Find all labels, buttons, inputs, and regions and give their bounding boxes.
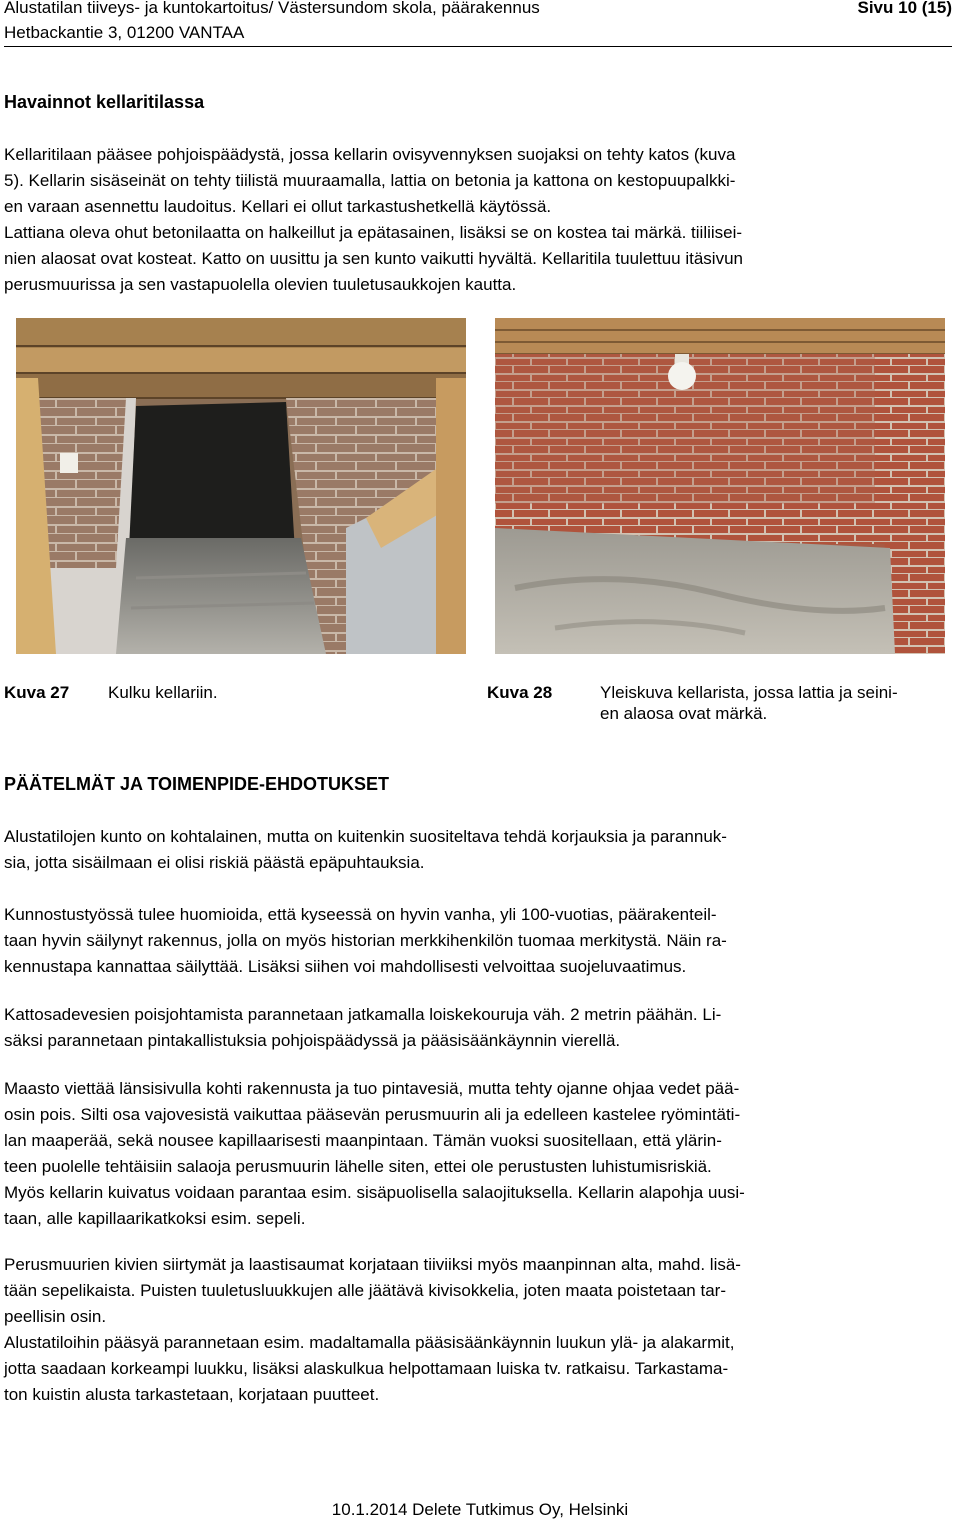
text-line: Lattiana oleva ohut betonilaatta on halkeillut ja epätasainen, lisäksi se on kostea tai märkä. tiiliisei- <box>4 223 743 242</box>
text-line: Alustatiloihin pääsyä parannetaan esim. madaltamalla pääsisäänkäynnin luukun ylä- ja alakarmit, <box>4 1333 735 1352</box>
text-line: Alustatilojen kunto on kohtalainen, mutta on kuitenkin suositeltava tehdä korjauksia ja parannuk- <box>4 827 727 846</box>
text-line: en varaan asennettu laudoitus. Kellari ei ollut tarkastushetkellä käytössä. <box>4 197 552 216</box>
photo-basement-interior <box>495 318 945 654</box>
paragraph-conclusion-4 <box>4 1076 952 1232</box>
text-line: Kunnostustyössä tulee huomioida, että kyseessä on hyvin vanha, yli 100-vuotias, päärakenteil- <box>4 905 717 924</box>
text-line: Perusmuurien kivien siirtymät ja laastisaumat korjataan tiiviiksi myös maanpinnan alta, mahd. lisä- <box>4 1255 741 1274</box>
page-footer: 10.1.2014 Delete Tutkimus Oy, Helsinki <box>331 1500 629 1519</box>
text-line: osin pois. Silti osa vajovesistä vaikuttaa pääsevän perusmuurin ali ja edelleen kastelee ryömintäti- <box>4 1105 741 1124</box>
text-line: taan hyvin säilynyt rakennus, jolla on myös historian merkkihenkilön tuomaa merkitystä. Näin ra- <box>4 931 727 950</box>
text-line: lan maaperää, sekä nousee kapillaarisesti maanpintaan. Tämän vuoksi suositellaan, että ylärin- <box>4 1131 722 1150</box>
text-line: sia, jotta sisäilmaan ei olisi riskiä päästä epäpuhtauksia. <box>4 853 425 872</box>
text-line: säksi parannetaan pintakallistuksia pohjoispäädyssä ja pääsisäänkäynnin vierellä. <box>4 1031 621 1050</box>
figure-28-caption <box>600 682 898 724</box>
section-heading-basement: Havainnot kellaritilassa <box>4 92 205 112</box>
figure-28-label: Kuva 28 <box>487 683 553 702</box>
paragraph-basement <box>4 142 952 298</box>
paragraph-conclusion-1 <box>4 824 952 876</box>
text-line: tään sepelikaista. Puisten tuuletusluukkujen alle jäätävä kivisokkelia, joten maata poistetaan tar- <box>4 1281 726 1300</box>
caption-line: Yleiskuva kellarista, jossa lattia ja seini- <box>600 683 898 702</box>
text-line: nien alaosat ovat kosteat. Katto on uusittu ja sen kunto vaikutti hyvältä. Kellaritila tuulettuu itäsivun <box>4 249 743 268</box>
header-address: Hetbackantie 3, 01200 VANTAA <box>4 23 245 42</box>
section-heading-conclusions: PÄÄTELMÄT JA TOIMENPIDE-EHDOTUKSET <box>4 774 390 794</box>
paragraph-conclusion-2 <box>4 902 952 980</box>
text-line: Kattosadevesien poisjohtamista parannetaan jatkamalla loiskekouruja väh. 2 metrin päähän. Li- <box>4 1005 722 1024</box>
figure-27-label: Kuva 27 <box>4 683 70 702</box>
text-line: perusmuurissa ja sen vastapuolella olevien tuuletusaukkojen kautta. <box>4 275 517 294</box>
text-line: kennustapa kannattaa säilyttää. Lisäksi siihen voi mahdollisesti velvoittaa suojeluvaatimus. <box>4 957 687 976</box>
text-line: Kellaritilaan pääsee pohjoispäädystä, jossa kellarin ovisyvennyksen suojaksi on tehty katos (kuva <box>4 145 736 164</box>
caption-line: en alaosa ovat märkä. <box>600 704 768 723</box>
text-line: Myös kellarin kuivatus voidaan parantaa esim. sisäpuolisella salaojituksella. Kellarin alapohja uusi- <box>4 1183 745 1202</box>
header-divider <box>4 46 952 47</box>
text-line: jotta saadaan korkeampi luukku, lisäksi alaskulkua helpottamaan luiska tv. ratkaisu. Tarkastama- <box>4 1359 729 1378</box>
text-line: peellisin osin. <box>4 1307 107 1326</box>
page-number: Sivu 10 (15) <box>857 0 952 17</box>
text-line: ton kuistin alusta tarkastetaan, korjataan puutteet. <box>4 1385 380 1404</box>
text-line: Maasto viettää länsisivulla kohti rakennusta ja tuo pintavesiä, mutta tehty ojanne ohjaa vedet pää- <box>4 1079 740 1098</box>
header-title: Alustatilan tiiveys- ja kuntokartoitus/ Västersundom skola, päärakennus <box>4 0 540 17</box>
text-line: taan, alle kapillaarikatkoksi esim. sepeli. <box>4 1209 306 1228</box>
paragraph-conclusion-5 <box>4 1252 952 1408</box>
text-line: teen puolelle tehtäisiin salaoja perusmuurin lähelle siten, ettei ole perustusten luhistumisriskiä. <box>4 1157 712 1176</box>
figure-27-caption: Kulku kellariin. <box>108 683 218 702</box>
paragraph-conclusion-3 <box>4 1002 952 1054</box>
photo-basement-entrance <box>16 318 466 654</box>
text-line: 5). Kellarin sisäseinät on tehty tiilistä muuraamalla, lattia on betonia ja kattona on kestopuupalkki- <box>4 171 736 190</box>
